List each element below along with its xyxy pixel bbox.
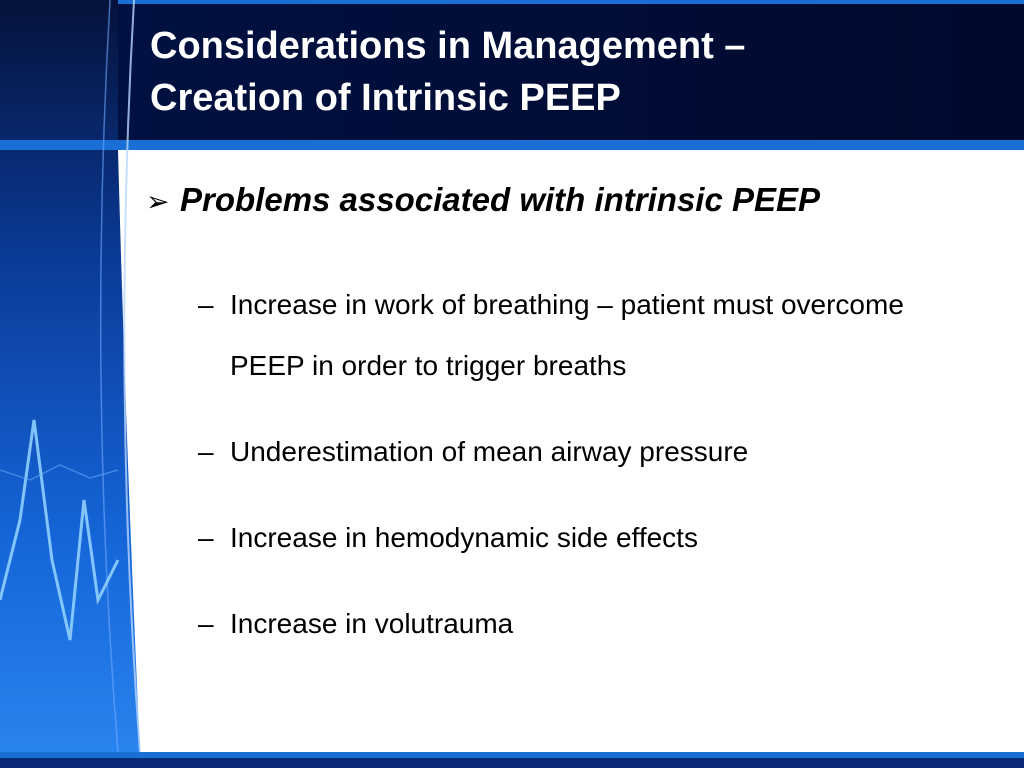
main-bullet <box>146 178 1006 224</box>
slide-title <box>150 20 1010 124</box>
content-area <box>146 178 1006 639</box>
arrow-bullet-icon: ➢ <box>146 186 170 217</box>
dash-bullet-icon: – <box>198 608 214 639</box>
dash-bullet-icon: – <box>198 436 214 467</box>
list-item <box>198 507 978 568</box>
list-item <box>198 421 978 482</box>
dash-bullet-icon: – <box>198 522 214 553</box>
sub-bullet-list <box>198 274 978 679</box>
bullet-heading: Problems associated with intrinsic PEEP <box>180 181 821 218</box>
list-item <box>198 274 978 396</box>
title-line-2: Creation of Intrinsic PEEP <box>150 77 621 119</box>
list-item-text: Increase in work of breathing – patient must overcome PEEP in order to trigger breaths <box>230 289 904 381</box>
title-line-1: Considerations in Management – <box>150 25 746 67</box>
list-item-text: Increase in volutrauma <box>230 608 514 639</box>
list-item-text: Increase in hemodynamic side effects <box>230 522 698 553</box>
dash-bullet-icon: – <box>198 289 214 320</box>
header-divider <box>0 140 1024 150</box>
list-item-text: Underestimation of mean airway pressure <box>230 436 749 467</box>
footer-divider <box>0 752 1024 758</box>
list-item <box>198 593 978 654</box>
